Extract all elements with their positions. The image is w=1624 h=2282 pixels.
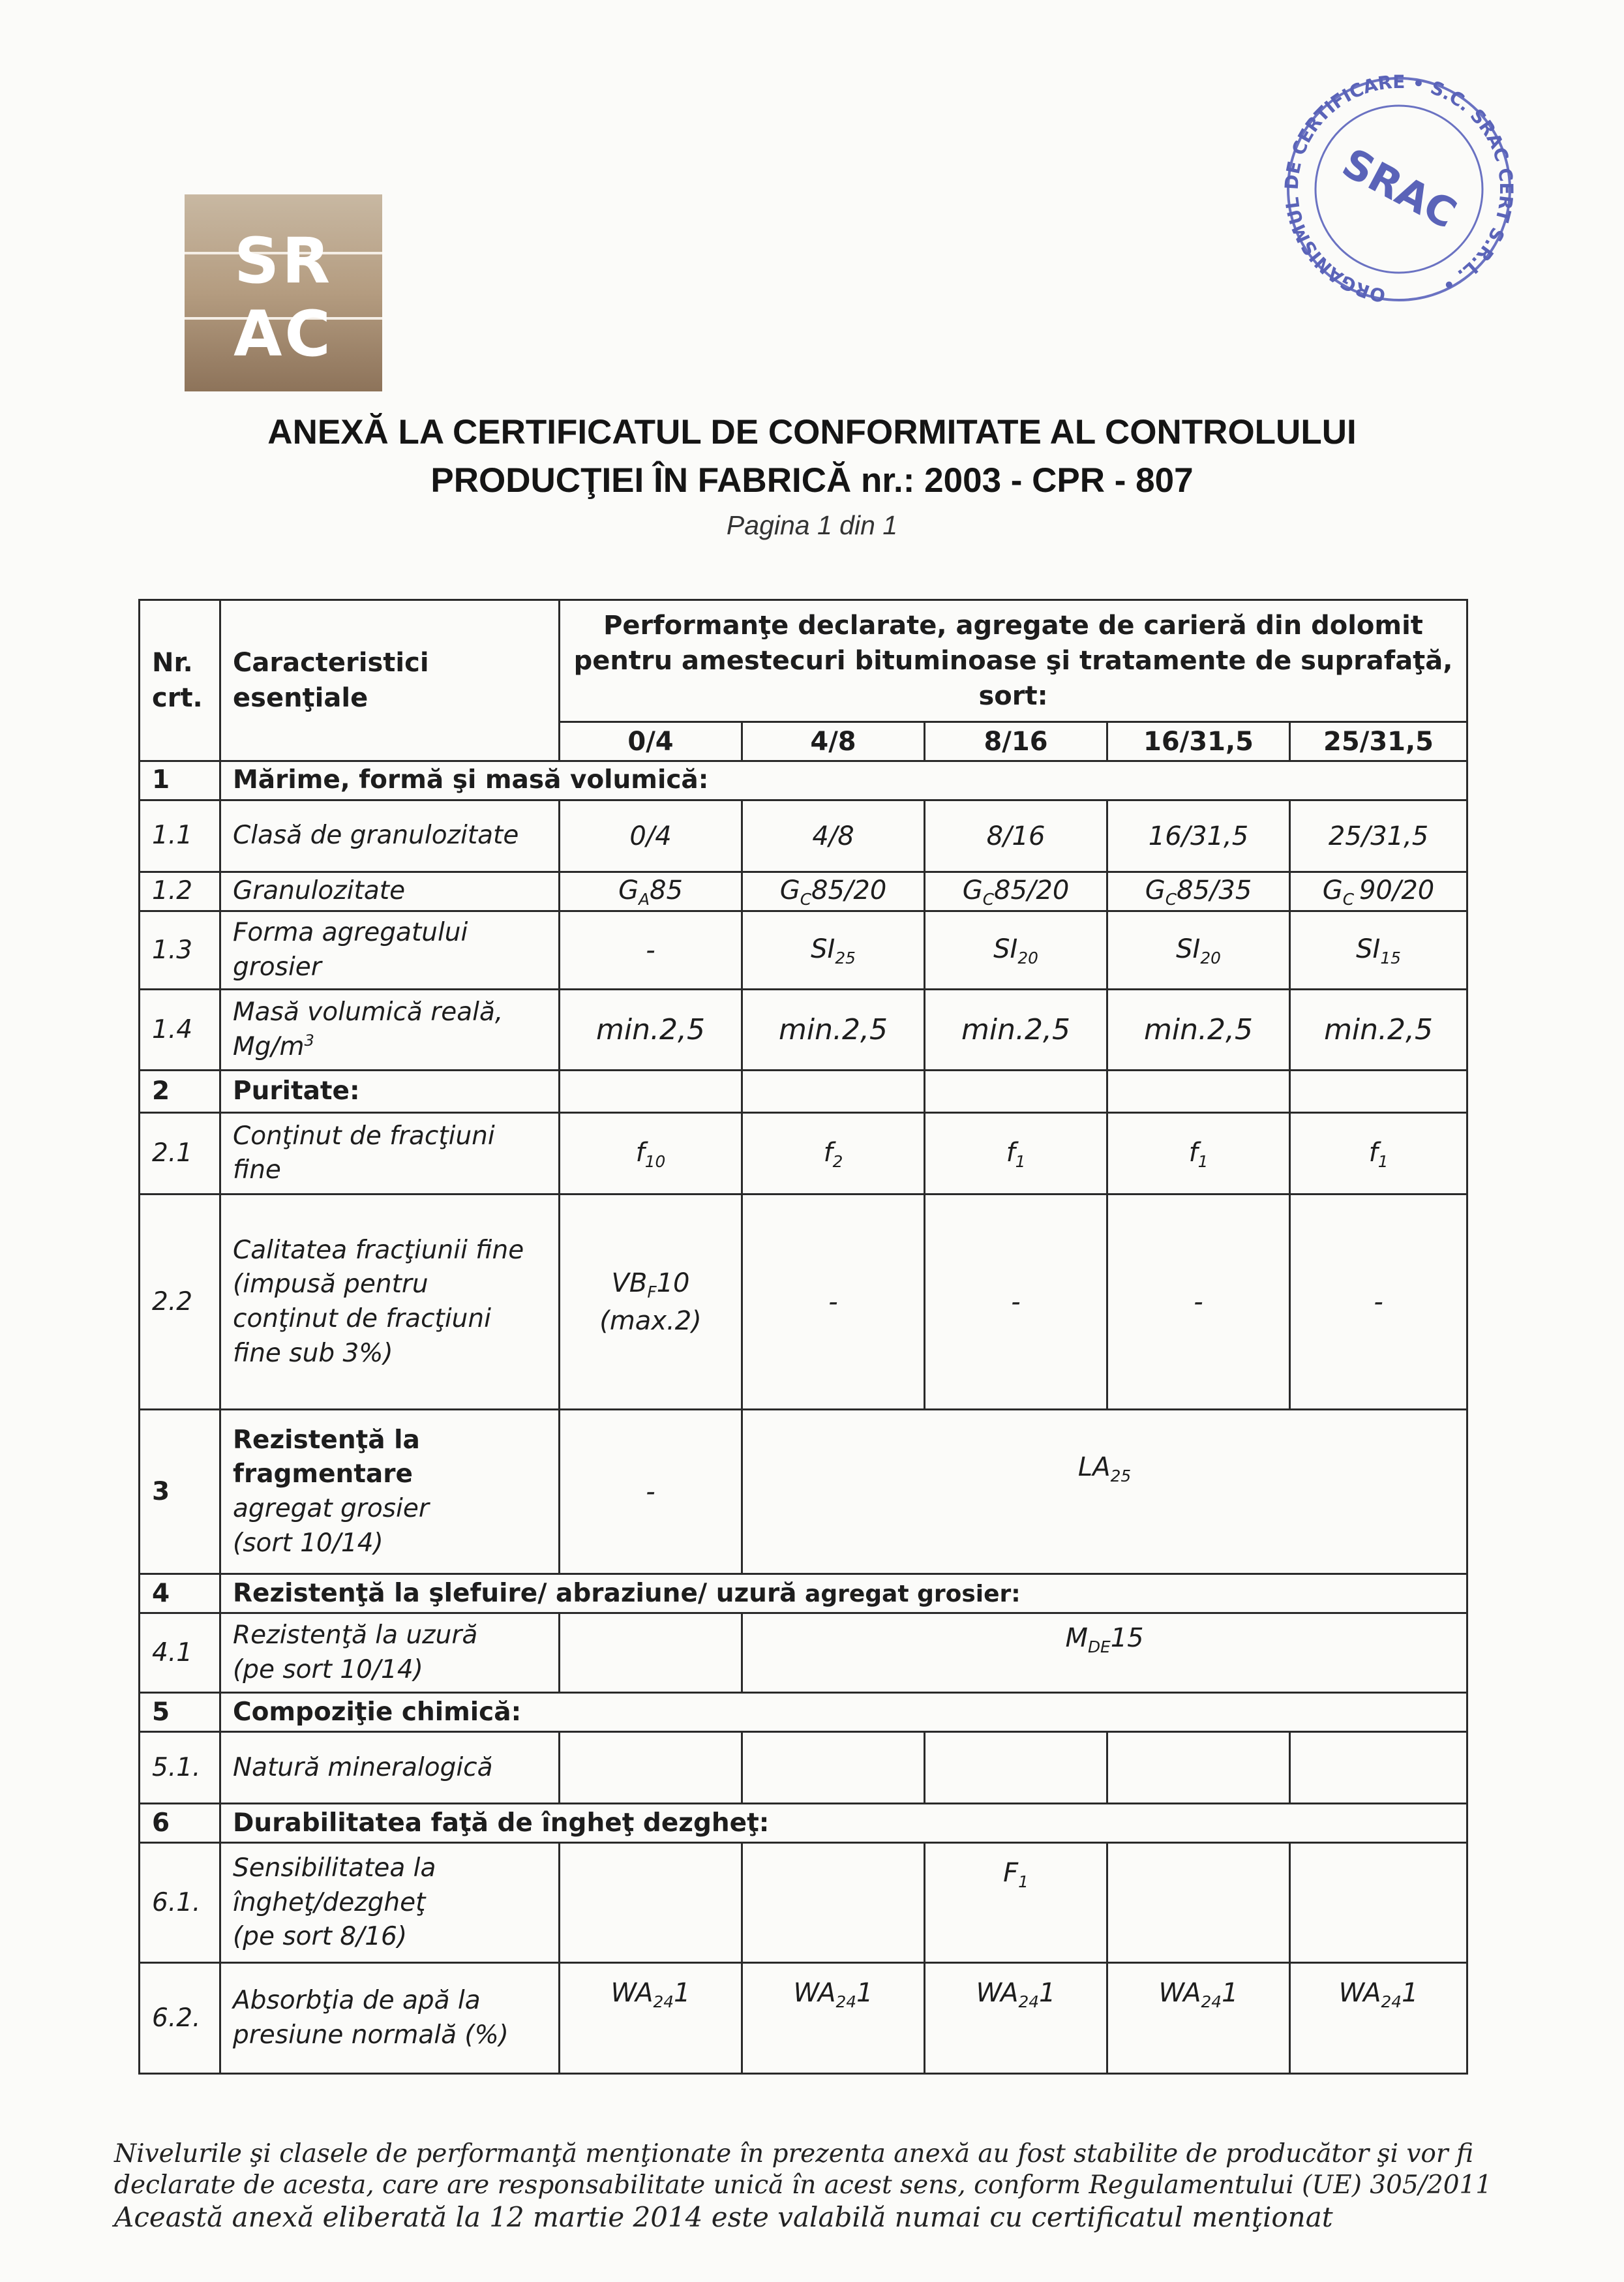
row-label-line: grosier [233, 952, 322, 982]
empty-value-dash: - [1290, 1194, 1467, 1410]
section-number: 1 [140, 761, 220, 800]
density-value: min.2,5 [560, 990, 742, 1071]
density-value: min.2,5 [925, 990, 1107, 1071]
row-number: 1.3 [140, 911, 220, 990]
row-number: 2.2 [140, 1194, 220, 1410]
empty-cell [560, 1613, 742, 1693]
granulometry-value: $G_C85/35$ [1107, 872, 1290, 911]
fragmentation-value-empty: - [560, 1410, 742, 1574]
row-label-line: (impusă pentru [233, 1270, 429, 1300]
section-number: 6 [140, 1804, 220, 1843]
footer-line: Nivelurile şi clasele de performanţă menţionate în prezenta anexă au fost stabilite de producător şi vor fi [114, 2139, 1473, 2168]
section-number: 3 [140, 1410, 220, 1574]
empty-cell [1107, 1732, 1290, 1804]
page-number: Pagina 1 din 1 [726, 510, 898, 540]
logo-text-top: SR [233, 224, 333, 297]
fines-value: $f_1$ [1107, 1113, 1290, 1194]
section-title: Compoziţie chimică: [220, 1693, 1467, 1732]
grading-value: 0/4 [560, 800, 742, 872]
header-perf-line3: sort: [978, 681, 1048, 711]
grading-value: 16/31,5 [1107, 800, 1290, 872]
section-number: 4 [140, 1574, 220, 1613]
shape-value: $SI_{20}$ [1107, 911, 1290, 990]
row-label-line: (pe sort 8/16) [233, 1922, 408, 1952]
row-label-line: Forma agregatului [233, 918, 468, 948]
row-label-line: Absorbţia de apă la [233, 1986, 481, 2016]
fines-value: $f_{10}$ [560, 1113, 742, 1194]
row-label [220, 1963, 560, 2074]
document-title-line1: ANEXĂ LA CERTIFICATUL DE CONFORMITATE AL CONTROLULUI [267, 413, 1357, 451]
density-value: min.2,5 [742, 990, 925, 1071]
row-label-line: agregat grosier [233, 1493, 429, 1523]
row-label-line: fragmentare [233, 1459, 413, 1489]
shape-value: $SI_{25}$ [742, 911, 925, 990]
row-label [220, 1194, 560, 1410]
water-absorption-value: $WA_{24}1$ [1107, 1963, 1290, 2074]
water-absorption-value: $WA_{24}1$ [560, 1963, 742, 2074]
row-label-line: Calitatea fracţiunii fine [233, 1235, 524, 1265]
row-label-line: Sensibilitatea la [233, 1853, 436, 1883]
fragmentation-value: $LA_{25}$ [742, 1410, 1467, 1574]
row-label-line: fine sub 3%) [233, 1338, 393, 1368]
header-nr [140, 600, 220, 761]
empty-cell [1290, 1732, 1467, 1804]
fines-value: $f_2$ [742, 1113, 925, 1194]
row-label-line: presiune normală (%) [233, 2020, 509, 2050]
row-label-line: (sort 10/14) [233, 1528, 383, 1558]
row-label [220, 911, 560, 990]
row-label [220, 1613, 560, 1693]
stamp-center-text: SRAC [1334, 138, 1464, 238]
row-label-line: Rezistenţă la uzură [233, 1620, 478, 1651]
row-label-line: conţinut de fracţiuni [233, 1303, 491, 1333]
empty-cell [560, 1843, 742, 1963]
row-label: Granulozitate [220, 872, 560, 911]
header-performance [560, 600, 1467, 722]
header-characteristics [220, 600, 560, 761]
row-label-line: îngheţ/dezgheţ [233, 1887, 426, 1917]
row-label: Clasă de granulozitate [220, 800, 560, 872]
row-label [220, 1113, 560, 1194]
density-value: min.2,5 [1107, 990, 1290, 1071]
row-label: Natură mineralogică [220, 1732, 560, 1804]
freeze-thaw-value: $F_1$ [925, 1843, 1107, 1963]
header-perf-line1: Performanţe declarate, agregate de carieră din dolomit [603, 611, 1423, 641]
row-number: 1.4 [140, 990, 220, 1071]
water-absorption-value: $WA_{24}1$ [742, 1963, 925, 2074]
empty-cell [1290, 1843, 1467, 1963]
section-number: 5 [140, 1693, 220, 1732]
row-number: 4.1 [140, 1613, 220, 1693]
density-value: min.2,5 [1290, 990, 1467, 1071]
granulometry-value: $G_C$ 90/20 [1290, 872, 1467, 911]
row-label-line: fine [233, 1155, 281, 1185]
row-label-line: Masă volumică reală, [233, 997, 504, 1027]
row-number: 1.1 [140, 800, 220, 872]
grading-value: 8/16 [925, 800, 1107, 872]
empty-cell [1107, 1071, 1290, 1113]
row-number: 2.1 [140, 1113, 220, 1194]
header-char-line2: esenţiale [233, 683, 368, 713]
row-label-line: Rezistenţă la [233, 1425, 420, 1455]
fines-quality-value: $VB_F10$ (max.2) [560, 1194, 742, 1410]
sort-header: 16/31,5 [1107, 722, 1290, 761]
footer-line: declarate de acesta, care are responsabilitate unică în acest sens, conform Regulamentului (UE) 305/2011 [114, 2170, 1492, 2200]
header-char-line1: Caracteristici [233, 648, 429, 678]
section-title: Mărime, formă şi masă volumică: [220, 761, 1467, 800]
fines-value: $f_1$ [1290, 1113, 1467, 1194]
certification-stamp [1275, 72, 1523, 307]
sort-header: 0/4 [560, 722, 742, 761]
stamp-ring-text: ORGANISMUL DE CERTIFICARE • S.C. SRAC CERT S.R.L. • [1280, 72, 1518, 307]
empty-cell [742, 1843, 925, 1963]
wear-resistance-value: $M_{DE}15$ [742, 1613, 1467, 1693]
row-label [220, 990, 560, 1071]
water-absorption-value: $WA_{24}1$ [925, 1963, 1107, 2074]
section-title: Puritate: [220, 1071, 560, 1113]
header-perf-line2: pentru amestecuri bituminoase şi tratamente de suprafaţă, [573, 646, 1453, 676]
shape-value-empty: - [560, 911, 742, 990]
fines-quality-limit: (max.2) [599, 1305, 702, 1336]
grading-value: 4/8 [742, 800, 925, 872]
section-title: Rezistenţă la şlefuire/ abraziune/ uzură agregat grosier: [220, 1574, 1467, 1613]
row-label [220, 1410, 560, 1574]
row-label [220, 1843, 560, 1963]
empty-cell [1290, 1071, 1467, 1113]
fines-value: $f_1$ [925, 1113, 1107, 1194]
row-number: 5.1. [140, 1732, 220, 1804]
row-number: 6.2. [140, 1963, 220, 2074]
shape-value: $SI_{20}$ [925, 911, 1107, 990]
sort-header: 4/8 [742, 722, 925, 761]
row-label-line: (pe sort 10/14) [233, 1654, 423, 1684]
empty-cell [742, 1071, 925, 1113]
granulometry-value: $G_C85/20$ [742, 872, 925, 911]
empty-cell [742, 1732, 925, 1804]
empty-value-dash: - [925, 1194, 1107, 1410]
header-nr-line1: Nr. [152, 648, 193, 678]
empty-cell [1107, 1843, 1290, 1963]
header-nr-line2: crt. [152, 683, 203, 713]
section-number: 2 [140, 1071, 220, 1113]
row-label-line: Conţinut de fracţiuni [233, 1121, 495, 1151]
water-absorption-value: $WA_{24}1$ [1290, 1963, 1467, 2074]
empty-cell [925, 1071, 1107, 1113]
empty-cell [560, 1071, 742, 1113]
logo-text-bottom: AC [233, 297, 333, 371]
row-number: 1.2 [140, 872, 220, 911]
row-number: 6.1. [140, 1843, 220, 1963]
sort-header: 8/16 [925, 722, 1107, 761]
sort-header: 25/31,5 [1290, 722, 1467, 761]
empty-value-dash: - [742, 1194, 925, 1410]
empty-cell [560, 1732, 742, 1804]
performance-table [138, 599, 1468, 2075]
shape-value: $SI_{15}$ [1290, 911, 1467, 990]
granulometry-value: $G_C85/20$ [925, 872, 1107, 911]
document-title-line2: PRODUCŢIEI ÎN FABRICĂ nr.: 2003 - CPR - 807 [430, 461, 1194, 500]
empty-value-dash: - [1107, 1194, 1290, 1410]
granulometry-value: $G_A85$ [560, 872, 742, 911]
footer-line: Această anexă eliberată la 12 martie 2014 este valabilă numai cu certificatul menţionat [114, 2201, 1333, 2234]
footer-note [114, 2138, 1536, 2234]
section-title: Durabilitatea faţă de îngheţ dezgheţ: [220, 1804, 1467, 1843]
grading-value: 25/31,5 [1290, 800, 1467, 872]
row-label-line: $Mg/m^3$ [233, 1031, 314, 1061]
srac-logo [185, 194, 382, 391]
empty-cell [925, 1732, 1107, 1804]
